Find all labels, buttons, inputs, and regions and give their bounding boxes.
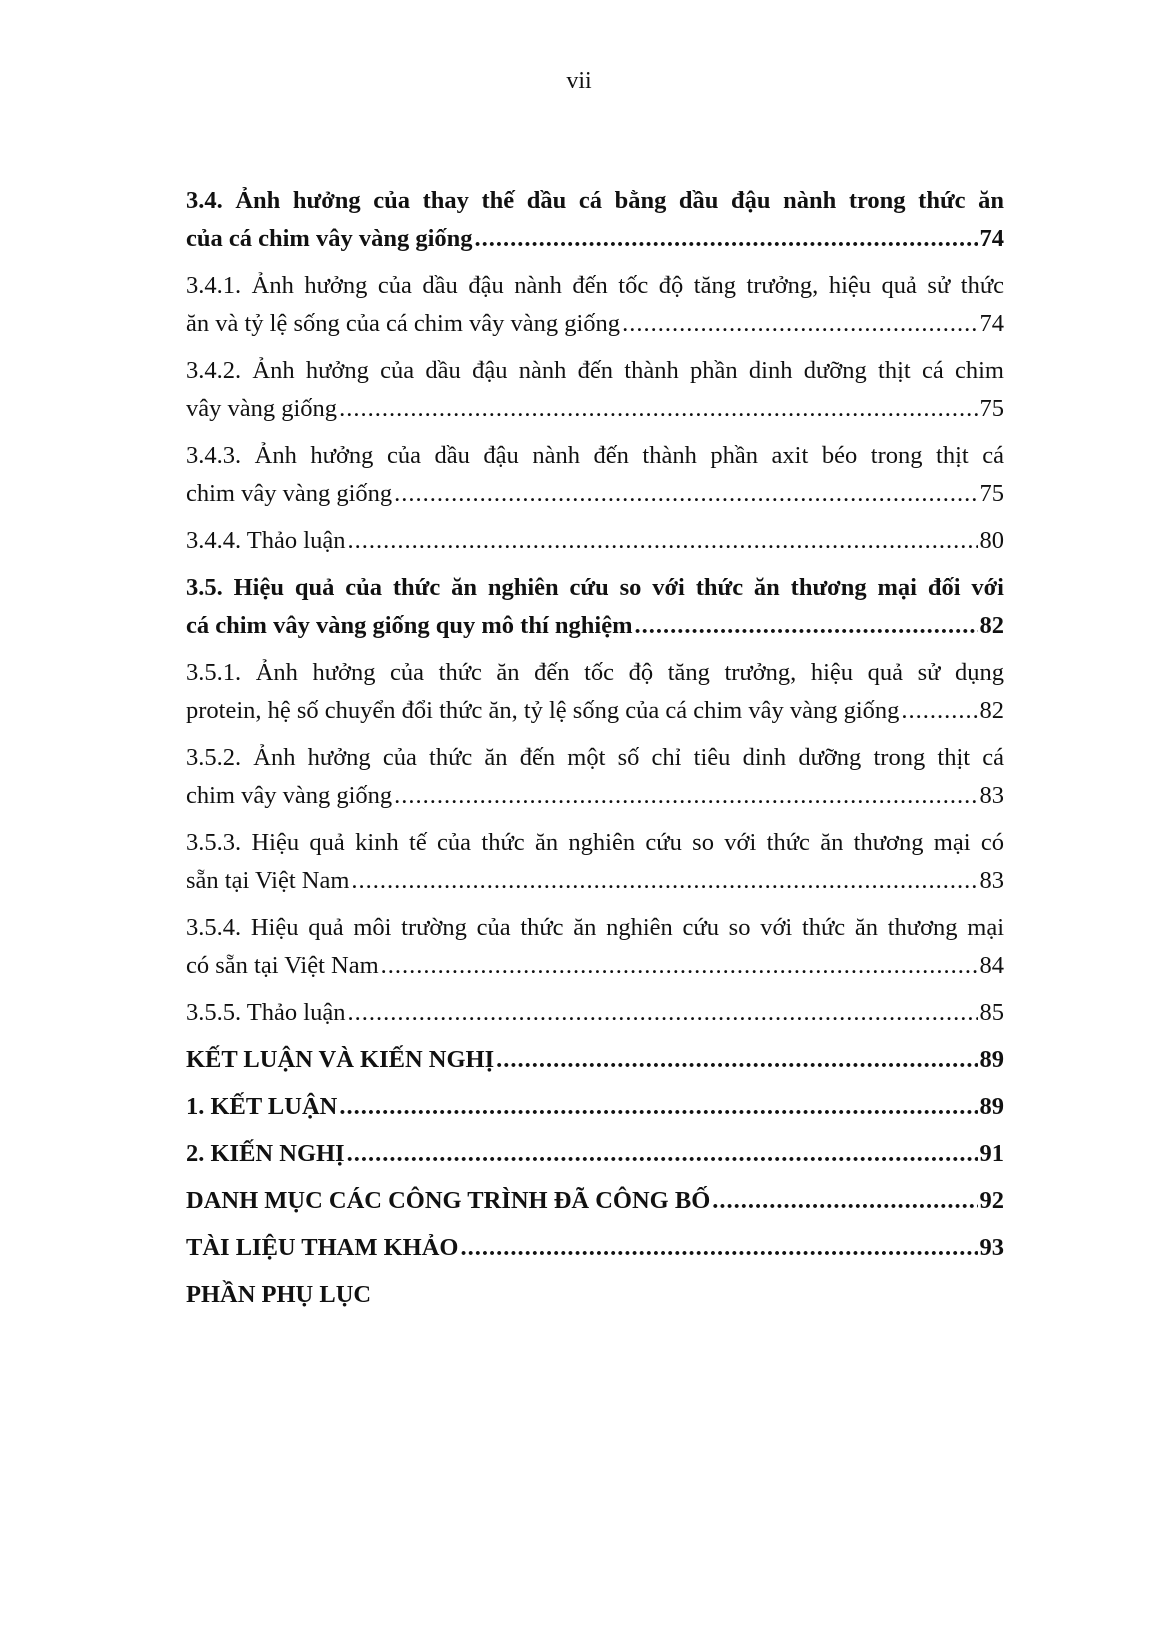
toc-entry[interactable] — [186, 437, 1004, 513]
toc-entry-page: 75 — [979, 395, 1004, 422]
toc-entry[interactable] — [186, 1041, 1004, 1079]
toc-entry-title-line: 3.4.2. Ảnh hưởng của dầu đậu nành đến thành phần dinh dưỡng thịt cá chim — [186, 357, 1004, 384]
toc-entry-title: protein, hệ số chuyển đổi thức ăn, tỷ lệ sống của cá chim vây vàng giống — [186, 697, 900, 724]
dot-leader — [496, 1041, 977, 1079]
dot-leader — [381, 947, 978, 985]
dot-leader — [394, 777, 977, 815]
toc-entry-page: 74 — [979, 310, 1004, 337]
toc-entry-title: có sẵn tại Việt Nam — [186, 952, 379, 979]
toc-entry-leader-line — [186, 777, 1004, 815]
dot-leader — [347, 1135, 978, 1173]
dot-leader — [635, 607, 978, 645]
toc-entry-title-line: 3.5.1. Ảnh hưởng của thức ăn đến tốc độ tăng trưởng, hiệu quả sử dụng — [186, 659, 1004, 686]
toc-entry-title: vây vàng giống — [186, 395, 338, 422]
toc-entry[interactable] — [186, 994, 1004, 1032]
toc-entry-page: 80 — [979, 527, 1004, 554]
dot-leader — [339, 1088, 977, 1126]
page-number: vii — [566, 68, 592, 94]
toc-entry-leader-line — [186, 522, 1004, 560]
toc-entry-page: 89 — [979, 1093, 1004, 1120]
toc-entry[interactable] — [186, 182, 1004, 258]
dot-leader — [394, 475, 977, 513]
toc-entry-leader-line — [186, 1276, 1004, 1314]
toc-entry-leader-line — [186, 994, 1004, 1032]
toc-entry-leader-line — [186, 1041, 1004, 1079]
toc-entry-page: 91 — [979, 1140, 1004, 1167]
dot-leader — [901, 692, 977, 730]
toc-entry[interactable] — [186, 352, 1004, 428]
toc-entry-title: cá chim vây vàng giống quy mô thí nghiệm — [186, 612, 633, 639]
toc-entry-title: DANH MỤC CÁC CÔNG TRÌNH ĐÃ CÔNG BỐ — [186, 1187, 711, 1214]
toc-entry-title: TÀI LIỆU THAM KHẢO — [186, 1234, 459, 1261]
toc-entry-leader-line — [186, 1182, 1004, 1220]
toc-entry-title: KẾT LUẬN VÀ KIẾN NGHỊ — [186, 1046, 495, 1073]
toc-entry[interactable] — [186, 1088, 1004, 1126]
toc-entry-page: 82 — [979, 612, 1004, 639]
toc-entry-page: 83 — [979, 782, 1004, 809]
dot-leader — [347, 522, 977, 560]
dot-leader — [351, 862, 977, 900]
dot-leader — [622, 305, 977, 343]
toc-entry-title-line: 3.4.1. Ảnh hưởng của dầu đậu nành đến tốc độ tăng trưởng, hiệu quả sử thức — [186, 272, 1004, 299]
toc-entry[interactable] — [186, 1182, 1004, 1220]
toc-entry-leader-line — [186, 862, 1004, 900]
toc-entry[interactable] — [186, 739, 1004, 815]
toc-entry[interactable] — [186, 824, 1004, 900]
toc-entry-leader-line — [186, 475, 1004, 513]
toc-entry-leader-line — [186, 1135, 1004, 1173]
toc-entry-page: 92 — [979, 1187, 1004, 1214]
toc-entry-leader-line — [186, 305, 1004, 343]
toc-entry[interactable] — [186, 1229, 1004, 1267]
toc-entry-leader-line — [186, 607, 1004, 645]
toc-entry-leader-line — [186, 692, 1004, 730]
toc-entry[interactable] — [186, 654, 1004, 730]
toc-entry-page: 89 — [979, 1046, 1004, 1073]
toc-entry-title: 3.4.4. Thảo luận — [186, 527, 346, 554]
toc-entry-title: chim vây vàng giống — [186, 480, 393, 507]
toc-entry[interactable] — [186, 569, 1004, 645]
toc-entry-leader-line — [186, 220, 1004, 258]
dot-leader — [475, 220, 978, 258]
toc-entry-page: 75 — [979, 480, 1004, 507]
toc-entry-title: sẵn tại Việt Nam — [186, 867, 350, 894]
toc-entry[interactable] — [186, 522, 1004, 560]
toc-entry-page: 74 — [979, 225, 1004, 252]
toc-entry-title: 2. KIẾN NGHỊ — [186, 1140, 345, 1167]
toc-entry-page: 85 — [979, 999, 1004, 1026]
dot-leader — [712, 1182, 977, 1220]
toc-entry-title: ăn và tỷ lệ sống của cá chim vây vàng giống — [186, 310, 621, 337]
toc-entry-leader-line — [186, 1088, 1004, 1126]
toc-entry[interactable] — [186, 1276, 1004, 1314]
toc-entry-title: PHẦN PHỤ LỤC — [186, 1281, 372, 1308]
toc-entry-leader-line — [186, 1229, 1004, 1267]
toc-entry-page: 93 — [979, 1234, 1004, 1261]
toc-entry[interactable] — [186, 909, 1004, 985]
toc-entry-title: 1. KẾT LUẬN — [186, 1093, 338, 1120]
toc-entry-title-line: 3.5.3. Hiệu quả kinh tế của thức ăn nghiên cứu so với thức ăn thương mại có — [186, 829, 1004, 856]
toc-entry-page: 84 — [979, 952, 1004, 979]
toc-entry-page: 82 — [979, 697, 1004, 724]
toc-entry-page: 83 — [979, 867, 1004, 894]
toc-entry-title: chim vây vàng giống — [186, 782, 393, 809]
toc-entry-title-line: 3.5. Hiệu quả của thức ăn nghiên cứu so với thức ăn thương mại đối với — [186, 574, 1004, 601]
dot-leader — [461, 1229, 978, 1267]
toc-entry-title-line: 3.4.3. Ảnh hưởng của dầu đậu nành đến thành phần axit béo trong thịt cá — [186, 442, 1004, 469]
toc-entry-title: 3.5.5. Thảo luận — [186, 999, 346, 1026]
toc-entry-title: của cá chim vây vàng giống — [186, 225, 473, 252]
toc-entry[interactable] — [186, 1135, 1004, 1173]
toc-entry-leader-line — [186, 390, 1004, 428]
toc-entry-title-line: 3.5.4. Hiệu quả môi trường của thức ăn nghiên cứu so với thức ăn thương mại — [186, 914, 1004, 941]
toc-entry[interactable] — [186, 267, 1004, 343]
dot-leader — [347, 994, 977, 1032]
toc-entry-title-line: 3.5.2. Ảnh hưởng của thức ăn đến một số chỉ tiêu dinh dưỡng trong thịt cá — [186, 744, 1004, 771]
table-of-contents — [186, 182, 1004, 1323]
toc-entry-leader-line — [186, 947, 1004, 985]
toc-entry-title-line: 3.4. Ảnh hưởng của thay thế dầu cá bằng dầu đậu nành trong thức ăn — [186, 187, 1004, 214]
dot-leader — [339, 390, 977, 428]
